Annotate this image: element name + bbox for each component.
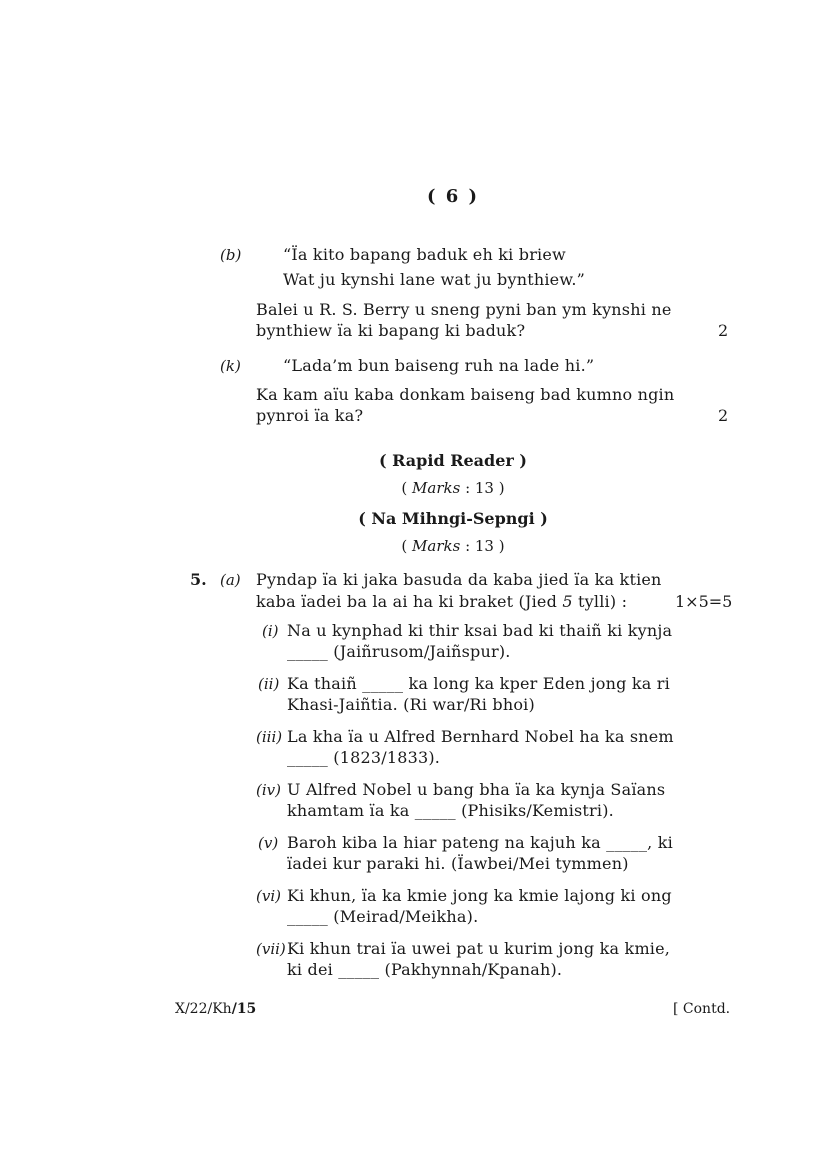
item-i-line1: Na u kynphad ki thir ksai bad ki thaiñ ki kynja: [287, 621, 673, 640]
question-b-marks: 2: [718, 321, 729, 340]
question-5-number: 5.: [190, 570, 207, 589]
item-vi-label: (vi): [256, 887, 281, 905]
section-na-mihngi-sepngi-title: ( Na Mihngi-Sepngi ): [358, 509, 548, 528]
item-ii-line2: Khasi-Jaiñtia. (Ri war/Ri bhoi): [287, 695, 535, 714]
item-vii-line1: Ki khun trai ïa uwei pat u kurim jong ka kmie,: [287, 939, 671, 958]
question-5a-line1: Pyndap ïa ki jaka basuda da kaba jied ïa ka ktien: [256, 570, 662, 589]
footer-contd: [ Contd.: [673, 1001, 731, 1017]
item-ii-line1: Ka thaiñ _____ ka long ka kper Eden jong ka ri: [287, 674, 670, 693]
question-k-label: (k): [220, 357, 241, 375]
item-iv-line2: khamtam ïa ka _____ (Phisiks/Kemistri).: [287, 801, 614, 820]
question-k-marks: 2: [718, 406, 729, 425]
question-b-quote-line2: Wat ju kynshi lane wat ju bynthiew.”: [283, 270, 586, 289]
question-k-quote: “Lada’m bun baiseng ruh na lade hi.”: [283, 356, 595, 375]
item-iv-line1: U Alfred Nobel u bang bha ïa ka kynja Saïans: [287, 780, 666, 799]
question-b-text-line2: bynthiew ïa ki bapang ki baduk?: [256, 321, 526, 340]
page-number: ( 6 ): [426, 186, 480, 207]
item-vii-label: (vii): [256, 940, 286, 958]
item-v-label: (v): [258, 834, 279, 852]
question-5a-marks: 1×5=5: [675, 592, 733, 611]
section-rapid-reader-title: ( Rapid Reader ): [379, 451, 527, 470]
item-vii-line2: ki dei _____ (Pakhynnah/Kpanah).: [287, 960, 563, 979]
question-b-text-line1: Balei u R. S. Berry u sneng pyni ban ym kynshi ne: [256, 300, 672, 319]
section-na-mihngi-sepngi-marks: ( Marks : 13 ): [401, 537, 505, 555]
item-vi-line1: Ki khun, ïa ka kmie jong ka kmie lajong ki ong: [287, 886, 672, 905]
question-b-label: (b): [220, 246, 242, 264]
item-iii-line1: La kha ïa u Alfred Bernhard Nobel ha ka snem: [287, 727, 674, 746]
question-5a-line2: kaba ïadei ba la ai ha ki braket (Jied 5 tylli) :: [256, 592, 628, 611]
item-v-line1: Baroh kiba la hiar pateng na kajuh ka _____, ki: [287, 833, 673, 852]
question-b-quote-line1: “Ïa kito bapang baduk eh ki briew: [283, 245, 566, 264]
item-v-line2: ïadei kur paraki hi. (Ïawbei/Mei tymmen): [287, 854, 629, 873]
item-iii-line2: _____ (1823/1833).: [287, 748, 441, 767]
item-ii-label: (ii): [258, 675, 280, 693]
item-vi-line2: _____ (Meirad/Meikha).: [287, 907, 479, 926]
question-5a-label: (a): [220, 571, 241, 589]
question-k-text-line2: pynroi ïa ka?: [256, 406, 364, 425]
item-i-line2: _____ (Jaiñrusom/Jaiñspur).: [287, 642, 511, 661]
item-iii-label: (iii): [256, 728, 283, 746]
item-i-label: (i): [262, 622, 279, 640]
question-k-text-line1: Ka kam aïu kaba donkam baiseng bad kumno ngin: [256, 385, 675, 404]
item-iv-label: (iv): [256, 781, 281, 799]
section-rapid-reader-marks: ( Marks : 13 ): [401, 479, 505, 497]
footer-paper-code: X/22/Kh/15: [175, 1001, 257, 1017]
